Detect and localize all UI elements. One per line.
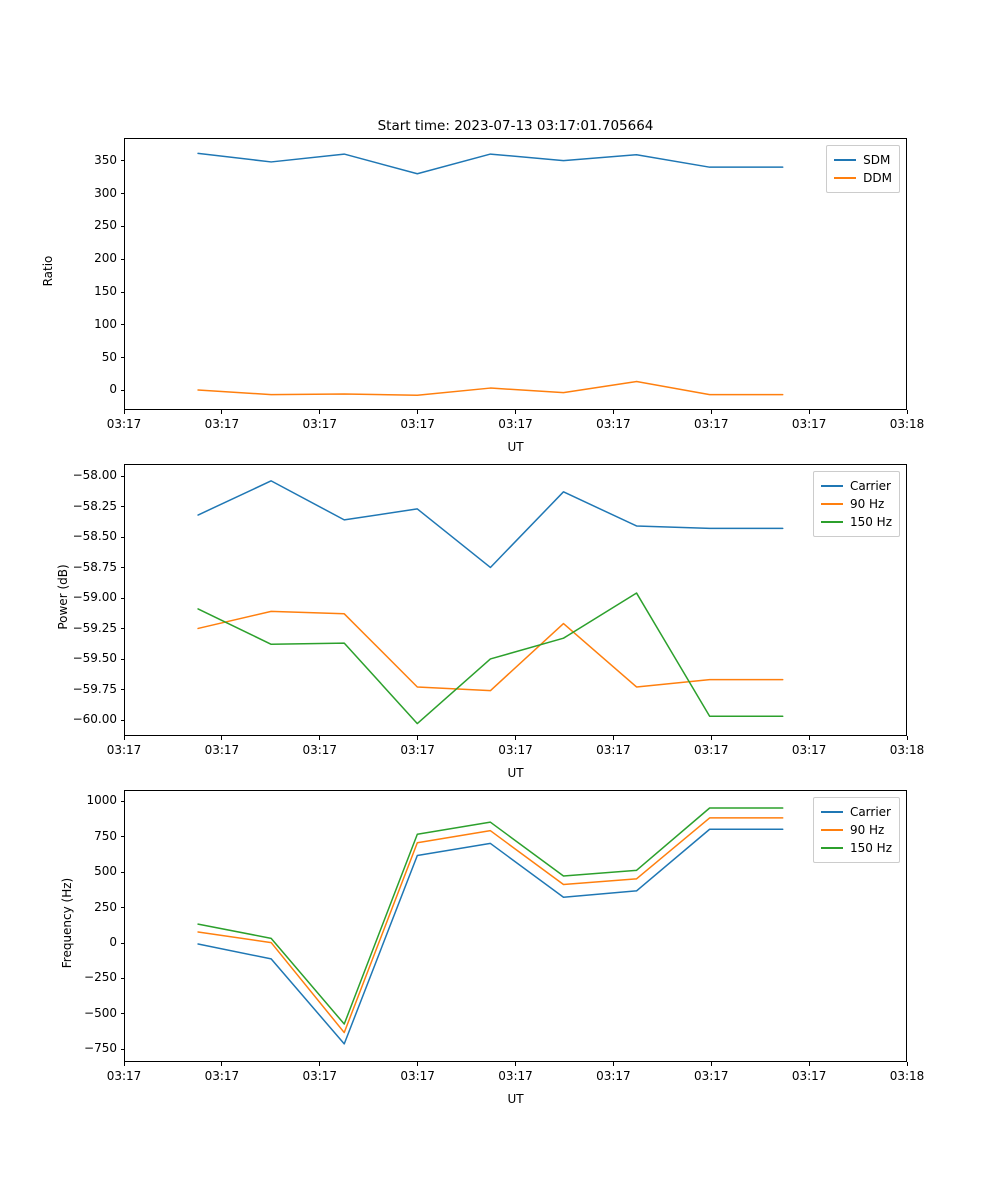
x-tick-label: 03:17: [400, 1069, 435, 1083]
y-axis-label-frequency: Frequency (Hz): [60, 877, 74, 969]
legend-label: Carrier: [849, 479, 891, 493]
chart-panel-ratio: [124, 138, 907, 410]
y-tick-mark: [121, 226, 125, 227]
y-tick-mark: [121, 872, 125, 873]
legend-frequency[interactable]: [813, 797, 900, 863]
legend-item[interactable]: [821, 803, 892, 821]
x-tick-mark: [319, 1062, 320, 1066]
x-tick-mark: [221, 1062, 222, 1066]
chart-panel-power: [124, 464, 907, 736]
y-tick-label: −500: [84, 1005, 117, 1020]
legend-item[interactable]: [821, 513, 892, 531]
legend-item[interactable]: [834, 151, 892, 169]
x-tick-label: 03:18: [889, 417, 925, 431]
y-tick-mark: [121, 659, 125, 660]
x-axis-label-ratio: UT: [507, 440, 524, 454]
x-tick-mark: [124, 410, 125, 414]
x-tick-mark: [124, 1062, 125, 1066]
y-tick-label: 50: [101, 349, 117, 364]
x-tick-mark: [515, 736, 516, 740]
y-tick-mark: [121, 689, 125, 690]
legend-item[interactable]: [821, 839, 892, 857]
legend-swatch-icon: [821, 503, 843, 505]
x-tick-mark: [515, 410, 516, 414]
y-tick-label: 300: [94, 185, 117, 200]
x-tick-mark: [613, 1062, 614, 1066]
plot-area-ratio: [124, 138, 907, 410]
y-tick-mark: [121, 357, 125, 358]
y-tick-mark: [121, 628, 125, 629]
x-tick-mark: [124, 736, 125, 740]
y-tick-label: 100: [94, 316, 117, 331]
x-axis-label-power: UT: [507, 766, 524, 780]
series-line-150-hz: [198, 593, 783, 724]
y-tick-mark: [121, 506, 125, 507]
x-tick-label: 03:17: [302, 1069, 338, 1083]
legend-item[interactable]: [821, 495, 892, 513]
series-line-ddm: [198, 382, 783, 396]
y-tick-mark: [121, 476, 125, 477]
x-tick-label: 03:17: [693, 743, 729, 757]
legend-label: 150 Hz: [849, 841, 892, 855]
x-tick-mark: [711, 410, 712, 414]
x-tick-mark: [221, 736, 222, 740]
x-tick-label: 03:17: [498, 417, 533, 431]
y-tick-label: −58.75: [72, 559, 117, 574]
x-tick-label: 03:17: [693, 1069, 729, 1083]
chart-panel-frequency: [124, 790, 907, 1062]
x-tick-label: 03:17: [498, 743, 533, 757]
series-line-carrier: [198, 829, 783, 1044]
y-tick-label: −60.00: [72, 712, 117, 727]
x-tick-mark: [711, 1062, 712, 1066]
legend-label: 90 Hz: [849, 823, 885, 837]
y-tick-label: −58.25: [72, 498, 117, 513]
legend-swatch-icon: [821, 847, 843, 849]
x-tick-label: 03:17: [693, 417, 729, 431]
y-axis-label-power: Power (dB): [56, 564, 70, 630]
x-tick-mark: [907, 410, 908, 414]
x-tick-mark: [319, 410, 320, 414]
x-tick-mark: [809, 1062, 810, 1066]
y-tick-label: 250: [94, 899, 117, 914]
x-tick-label: 03:17: [596, 1069, 631, 1083]
y-tick-label: −59.25: [72, 620, 117, 635]
x-tick-label: 03:18: [889, 1069, 925, 1083]
x-tick-mark: [515, 1062, 516, 1066]
series-line-150-hz: [198, 808, 783, 1024]
x-tick-mark: [319, 736, 320, 740]
series-lines-frequency: [125, 791, 907, 1062]
series-lines-power: [125, 465, 907, 736]
y-tick-mark: [121, 390, 125, 391]
legend-label: Carrier: [849, 805, 891, 819]
series-line-90-hz: [198, 611, 783, 690]
y-tick-mark: [121, 598, 125, 599]
page-title: Start time: 2023-07-13 03:17:01.705664: [377, 118, 654, 134]
y-tick-mark: [121, 567, 125, 568]
legend-label: DDM: [863, 171, 892, 185]
legend-swatch-icon: [821, 829, 843, 831]
x-tick-label: 03:17: [791, 743, 827, 757]
x-tick-label: 03:17: [400, 743, 435, 757]
y-tick-label: 0: [109, 935, 117, 949]
legend-item[interactable]: [821, 477, 892, 495]
y-tick-label: 1000: [86, 793, 117, 808]
legend-label: 90 Hz: [849, 497, 885, 511]
legend-swatch-icon: [821, 811, 843, 813]
series-line-carrier: [198, 481, 783, 568]
y-tick-label: −59.50: [72, 651, 117, 666]
y-tick-label: −58.00: [72, 468, 117, 483]
x-tick-label: 03:17: [106, 743, 142, 757]
x-tick-label: 03:17: [204, 743, 240, 757]
x-tick-label: 03:17: [106, 417, 142, 431]
y-tick-mark: [121, 537, 125, 538]
series-line-sdm: [198, 153, 783, 173]
x-tick-label: 03:17: [302, 743, 338, 757]
x-tick-mark: [417, 736, 418, 740]
y-tick-label: −58.50: [72, 529, 117, 544]
x-tick-label: 03:17: [400, 417, 435, 431]
x-tick-label: 03:17: [498, 1069, 533, 1083]
plot-area-power: [124, 464, 907, 736]
x-tick-label: 03:17: [106, 1069, 142, 1083]
legend-swatch-icon: [821, 485, 843, 487]
y-tick-label: 0: [109, 382, 117, 397]
legend-item[interactable]: [821, 821, 892, 839]
x-tick-mark: [221, 410, 222, 414]
y-tick-label: 250: [94, 218, 117, 233]
y-tick-label: −59.75: [72, 681, 117, 696]
y-tick-mark: [121, 324, 125, 325]
x-tick-label: 03:17: [302, 417, 338, 431]
y-tick-mark: [121, 836, 125, 837]
y-tick-mark: [121, 193, 125, 194]
y-tick-label: −250: [84, 970, 117, 985]
y-tick-label: −750: [84, 1041, 117, 1056]
x-tick-mark: [711, 736, 712, 740]
x-tick-label: 03:17: [204, 417, 240, 431]
legend-item[interactable]: [834, 169, 892, 187]
x-tick-mark: [809, 736, 810, 740]
y-axis-label-ratio: Ratio: [41, 255, 55, 287]
y-tick-label: 200: [94, 251, 117, 266]
y-tick-label: −59.00: [72, 590, 117, 605]
legend-swatch-icon: [834, 159, 856, 161]
x-tick-mark: [613, 736, 614, 740]
x-tick-mark: [907, 736, 908, 740]
x-tick-mark: [613, 410, 614, 414]
x-tick-label: 03:17: [596, 417, 631, 431]
x-tick-label: 03:17: [791, 1069, 827, 1083]
y-tick-label: 500: [94, 864, 117, 879]
x-tick-mark: [809, 410, 810, 414]
x-tick-mark: [417, 410, 418, 414]
legend-power[interactable]: [813, 471, 900, 537]
x-tick-label: 03:17: [204, 1069, 240, 1083]
y-tick-label: 150: [94, 284, 117, 299]
x-tick-mark: [907, 1062, 908, 1066]
x-axis-label-frequency: UT: [507, 1092, 524, 1106]
series-line-90-hz: [198, 818, 783, 1033]
y-tick-mark: [121, 978, 125, 979]
x-tick-label: 03:18: [889, 743, 925, 757]
y-tick-mark: [121, 907, 125, 908]
x-tick-mark: [417, 1062, 418, 1066]
y-tick-mark: [121, 160, 125, 161]
legend-label: SDM: [863, 153, 891, 167]
y-tick-label: 350: [94, 152, 117, 167]
plot-area-frequency: [124, 790, 907, 1062]
legend-swatch-icon: [821, 521, 843, 523]
x-tick-label: 03:17: [596, 743, 631, 757]
legend-swatch-icon: [834, 177, 856, 179]
y-tick-mark: [121, 801, 125, 802]
y-tick-mark: [121, 1049, 125, 1050]
legend-ratio[interactable]: [826, 145, 900, 193]
series-lines-ratio: [125, 139, 907, 410]
legend-label: 150 Hz: [849, 515, 892, 529]
y-tick-mark: [121, 259, 125, 260]
y-tick-mark: [121, 292, 125, 293]
y-tick-label: 750: [94, 828, 117, 843]
y-tick-mark: [121, 720, 125, 721]
y-tick-mark: [121, 1013, 125, 1014]
x-tick-label: 03:17: [791, 417, 827, 431]
y-tick-mark: [121, 943, 125, 944]
